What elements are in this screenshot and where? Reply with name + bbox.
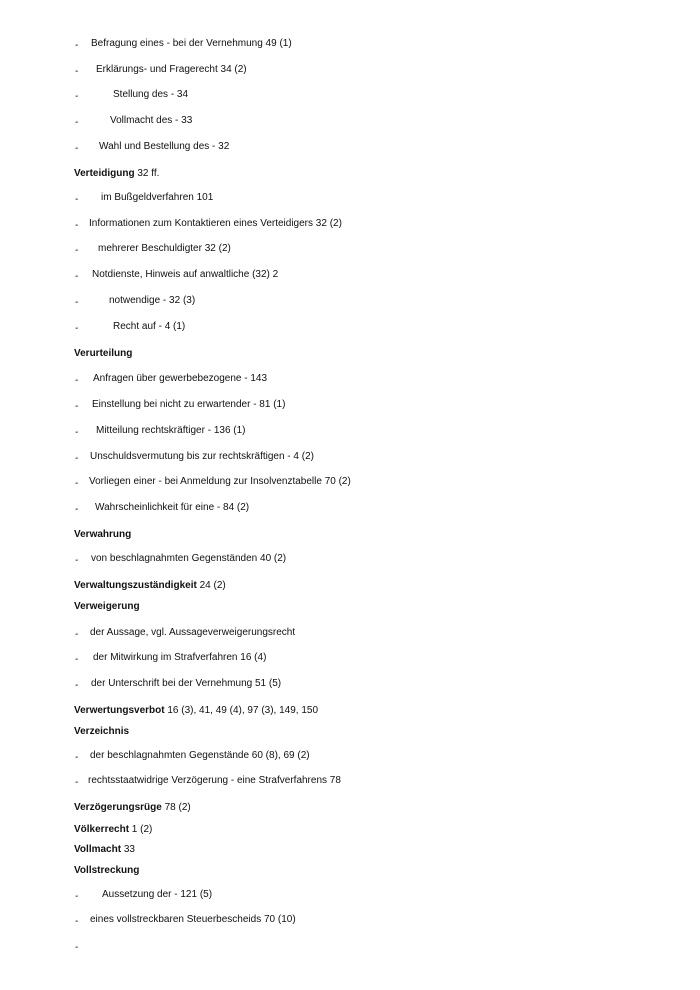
entry-heading [74,726,129,738]
entry-heading [74,529,131,541]
entry-heading [74,601,140,613]
subentry-dash: - [75,194,79,205]
subentry-text: Notdienste, Hinweis auf anwaltliche (32) 2 [92,269,279,280]
subentry-dash: - [75,66,79,77]
entry-term: Verwaltungszuständigkeit [74,580,197,591]
entry-term: Völkerrecht [74,824,130,835]
subentry-dash: - [75,143,79,154]
subentry-dash: - [75,777,79,788]
entry-term: Verzeichnis [74,726,130,737]
entry-term: Verwertungsverbot [74,705,165,716]
entry-term: Verurteilung [74,348,133,359]
subentry-dash: - [75,375,79,386]
subentry-dash: - [75,91,79,102]
subentry-text: Vorliegen einer - bei Anmeldung zur Insolvenztabelle 70 (2) [89,476,351,487]
subentry-text: im Bußgeldverfahren 101 [101,192,214,203]
subentry-text: Stellung des - 34 [113,89,189,100]
subentry-dash: - [75,680,79,691]
entry-reference: 78 (2) [161,802,191,813]
subentry-text: Aussetzung der - 121 (5) [102,889,213,900]
entry-heading [74,705,318,717]
subentry-text: notwendige - 32 (3) [109,295,196,306]
subentry-dash: - [75,942,79,953]
subentry-text: Erklärungs- und Fragerecht 34 (2) [96,64,247,75]
entry-term: Verteidigung [74,168,135,179]
entry-reference: 24 (2) [196,580,226,591]
subentry-text: Befragung eines - bei der Vernehmung 49 (1) [91,38,292,49]
subentry-dash: - [75,271,79,282]
entry-heading [74,802,191,814]
entry-heading [74,824,152,836]
subentry-text: Mitteilung rechtskräftiger - 136 (1) [96,425,246,436]
subentry-dash: - [75,629,79,640]
subentry-dash: - [75,478,79,489]
entry-term: Vollmacht [74,844,122,855]
subentry-text: Anfragen über gewerbebezogene - 143 [93,373,268,384]
subentry-dash: - [75,297,79,308]
subentry-text: mehrerer Beschuldigter 32 (2) [98,243,231,254]
entry-term: Verwahrung [74,529,132,540]
subentry-dash: - [75,916,79,927]
subentry-dash: - [75,752,79,763]
subentry-text: der Mitwirkung im Strafverfahren 16 (4) [93,652,267,663]
subentry-text: Wahrscheinlichkeit für eine - 84 (2) [95,502,250,513]
subentry-dash: - [75,40,79,51]
subentry-dash: - [75,427,79,438]
entry-term: Verweigerung [74,601,140,612]
entry-reference: 32 ff. [134,168,160,179]
entry-reference: 16 (3), 41, 49 (4), 97 (3), 149, 150 [164,705,319,716]
subentry-text: der beschlagnahmten Gegenstände 60 (8), 69 (2) [90,750,310,761]
subentry-dash: - [75,504,79,515]
subentry-text: Recht auf - 4 (1) [113,321,186,332]
subentry-text: der Aussage, vgl. Aussageverweigerungsrecht [90,627,296,638]
subentry-text: von beschlagnahmten Gegenständen 40 (2) [91,553,287,564]
subentry-dash: - [75,323,79,334]
subentry-dash: - [75,117,79,128]
subentry-dash: - [75,401,79,412]
subentry-text: der Unterschrift bei der Vernehmung 51 (5) [91,678,282,689]
subentry-text: Unschuldsvermutung bis zur rechtskräftigen - 4 (2) [90,451,314,462]
subentry-text: Informationen zum Kontaktieren eines Verteidigers 32 (2) [89,218,342,229]
entry-reference: 1 (2) [129,824,153,835]
subentry-dash: - [75,891,79,902]
entry-reference: 33 [121,844,135,855]
subentry-dash: - [75,654,79,665]
subentry-text: rechtsstaatwidrige Verzögerung - eine Strafverfahrens 78 [88,775,341,786]
subentry-dash: - [75,555,79,566]
subentry-dash: - [75,245,79,256]
entry-heading [74,168,159,180]
subentry-dash: - [75,453,79,464]
subentry-dash: - [75,220,79,231]
subentry-text: Vollmacht des - 33 [110,115,193,126]
entry-heading [74,844,135,856]
subentry-text: Einstellung bei nicht zu erwartender - 81 (1) [92,399,286,410]
entry-term: Vollstreckung [74,865,140,876]
entry-heading [74,348,132,360]
entry-heading [74,865,139,877]
entry-heading [74,580,226,592]
subentry-text: eines vollstreckbaren Steuerbescheids 70 (10) [90,914,296,925]
entry-term: Verzögerungsrüge [74,802,162,813]
subentry-text: Wahl und Bestellung des - 32 [99,141,230,152]
